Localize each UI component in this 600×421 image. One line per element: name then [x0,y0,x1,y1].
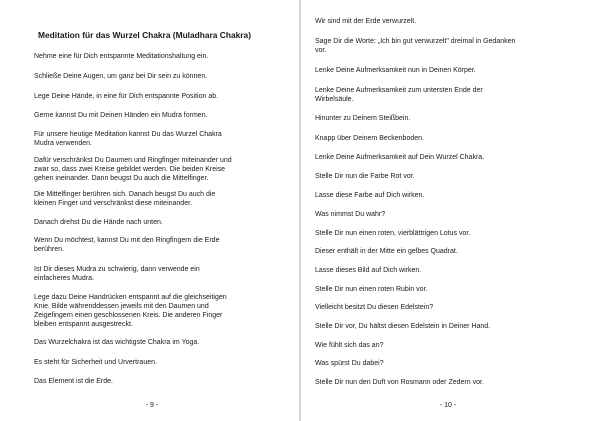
paragraph: Hinunter zu Deinem Steißbein. [315,115,411,122]
paragraph: Dafür verschränkst Du Daumen und Ringfinger miteinander und zwar so, dass zwei Kreise gebildet werden. Die beiden Kreise gehen ineinander. Dann beugst Du auch die Mittelfinger. [34,157,232,182]
paragraph: Wenn Du möchtest, kannst Du mit den Ringfingern die Erde berühren. [34,237,220,253]
paragraph: Lasse dieses Bild auf Dich wirken. [315,267,422,274]
paragraph: Stelle Dir vor, Du hältst diesen Edelstein in Deiner Hand. [315,323,491,330]
paragraph: Das Element ist die Erde. [34,378,113,385]
paragraph: Stelle Dir nun einen roten, vierblättrigen Lotus vor. [315,230,471,237]
paragraph: Wir sind mit der Erde verwurzelt. [315,18,417,25]
left-page [0,0,299,421]
paragraph: Was nimmst Du wahr? [315,211,386,218]
paragraph: Lasse diese Farbe auf Dich wirken. [315,192,425,199]
paragraph: Ist Dir dieses Mudra zu schwierig, dann verwende ein einfacheres Mudra. [34,266,200,282]
paragraph: Lenke Deine Aufmerksamkeit nun in Deinen Körper. [315,67,476,74]
page-number: - 10 - [439,402,457,409]
page-title: Meditation für das Wurzel Chakra (Muladhara Chakra) [38,30,251,40]
paragraph: Es steht für Sicherheit und Urvertrauen. [34,359,157,366]
paragraph: Sage Dir die Worte: „Ich bin gut verwurzelt" dreimal in Gedanken vor. [315,38,516,54]
paragraph: Stelle Dir nun den Duft von Rosmarin oder Zedern vor. [315,379,484,386]
paragraph: Danach drehst Du die Hände nach unten. [34,219,163,226]
paragraph: Für unsere heutige Meditation kannst Du das Wurzel Chakra Mudra verwenden. [34,131,222,147]
paragraph: Dieser enthält in der Mitte ein gelbes Quadrat. [315,248,458,255]
paragraph: Lenke Deine Aufmerksamkeit zum untersten Ende der Wirbelsäule. [315,87,483,103]
paragraph: Was spürst Du dabei? [315,360,384,367]
paragraph: Lege dazu Deine Handrücken entspannt auf die gleichseitigen Knie. Bilde währenddessen jeweils mit den Daumen und Zeigefingern einen geschlossenen Kreis. Die anderen Finger bleiben entspannt ausgestreckt. [34,294,227,328]
paragraph: Vielleicht besitzt Du diesen Edelstein? [315,304,434,311]
paragraph: Wie fühlt sich das an? [315,342,384,349]
page-number: - 9 - [145,402,159,409]
paragraph: Stelle Dir nun einen roten Rubin vor. [315,286,428,293]
paragraph: Die Mittelfinger berühren sich. Danach beugst Du auch die kleinen Finger und verschränkst diese miteinander. [34,191,216,207]
paragraph: Das Wurzelchakra ist das wichtigste Chakra im Yoga. [34,339,200,346]
paragraph: Lege Deine Hände, in eine für Dich entspannte Position ab. [34,93,219,100]
paragraph: Gerne kannst Du mit Deinen Händen ein Mudra formen. [34,112,208,119]
paragraph: Nehme eine für Dich entspannte Meditationshaltung ein. [34,53,209,60]
paragraph: Stelle Dir nun die Farbe Rot vor. [315,173,415,180]
paragraph: Lenke Deine Aufmerksamkeit auf Dein Wurzel Chakra. [315,154,485,161]
right-page [301,0,600,421]
paragraph: Schließe Deine Augen, um ganz bei Dir sein zu können. [34,73,208,80]
paragraph: Knapp über Deinem Beckenboden. [315,135,424,142]
